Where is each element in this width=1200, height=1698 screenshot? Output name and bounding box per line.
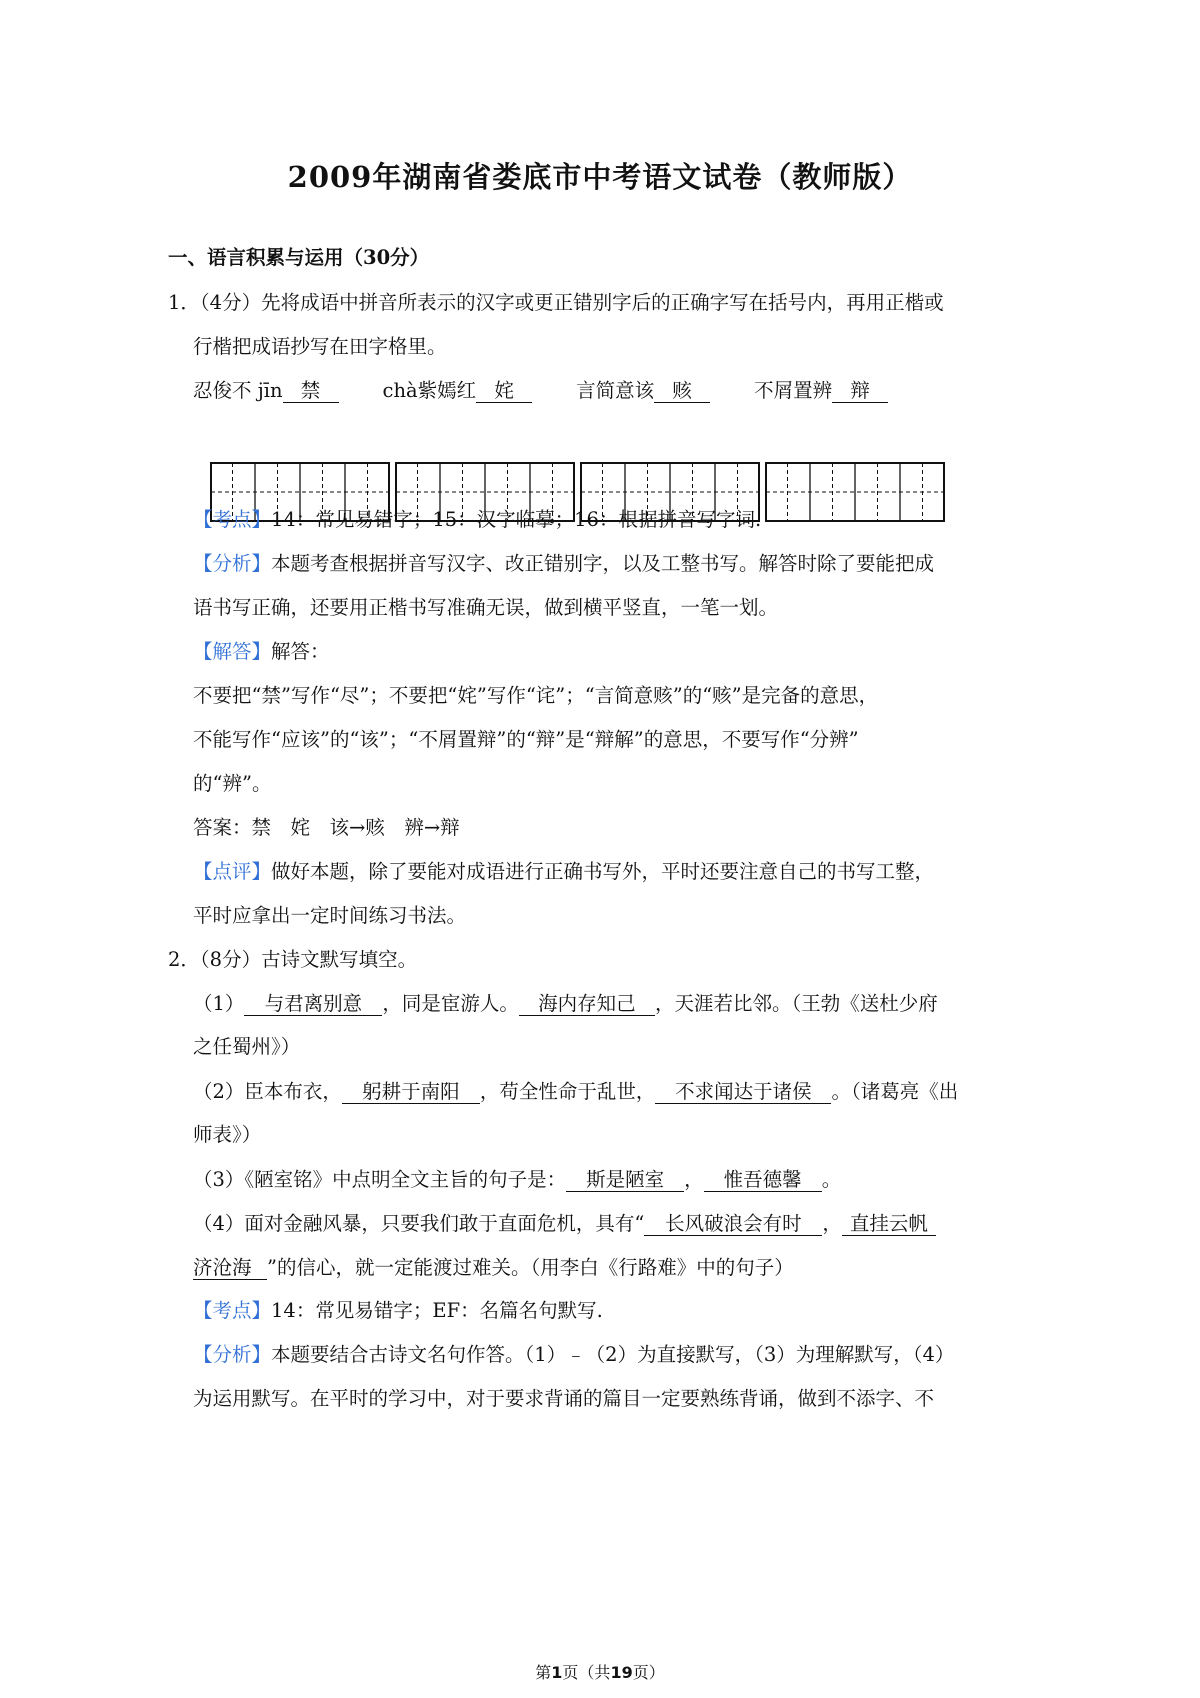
q1-line: 1．（4分）先将成语中拼音所表示的汉字或更正错别字后的正确字写在括号内，再用正楷或 <box>168 291 944 314</box>
idiom-row <box>193 380 888 403</box>
idiom-answer: 辩 <box>832 380 888 403</box>
poem-item-1 <box>193 993 938 1016</box>
kaodian-line <box>193 510 761 530</box>
idiom-answer: 姹 <box>476 380 532 403</box>
poem-cont: 师表》） <box>193 1123 262 1146</box>
fenxi-tag: 【分析】 <box>193 552 272 575</box>
poem-blank: 斯是陋室 <box>566 1169 684 1192</box>
detail-line: 不要把“禁”写作“尽”；不要把“姹”写作“诧”；“言简意赅”的“赅”是完备的意思， <box>193 684 879 707</box>
poem-text: 。（诸葛亮《出 <box>831 1080 959 1103</box>
poem-text: ，天涯若比邻。（王勃《送杜少府 <box>654 992 938 1015</box>
poem-item-2 <box>193 1081 958 1104</box>
detail-line: 不能写作“应该”的“该”；“不屑置辩”的“辩”是“辩解”的意思，不要写作“分辨” <box>193 728 859 751</box>
fenxi-text: 本题考查根据拼音写汉字、改正错别字，以及工整书写。解答时除了要能把成 <box>271 552 935 575</box>
idiom-answer: 赅 <box>654 380 710 403</box>
poem-blank: 直挂云帆 <box>842 1213 936 1236</box>
jieda-tag: 【解答】 <box>193 640 272 663</box>
answer-line: 答案：禁 姹 该→赅 辨→辩 <box>193 816 460 839</box>
idiom-prefix: chà紫嫣红 <box>382 379 477 402</box>
kaodian-line <box>193 1301 603 1321</box>
poem-text: （4）面对金融风暴，只要我们敢于直面危机，具有“ <box>193 1212 645 1235</box>
idiom-answer: 禁 <box>283 380 339 403</box>
jieda-line <box>193 642 330 662</box>
poem-cont <box>193 1257 794 1280</box>
q1-line: 行楷把成语抄写在田字格里。 <box>193 335 447 358</box>
poem-text: ， <box>822 1212 842 1235</box>
jieda-text: 解答： <box>271 640 330 663</box>
poem-text: ，同是宦游人。 <box>382 992 519 1015</box>
section-heading: 一、语言积累与运用（30分） <box>168 246 430 269</box>
fenxi-line <box>193 554 934 574</box>
fenxi-line: 为运用默写。在平时的学习中，对于要求背诵的篇目一定要熟练背诵，做到不添字、不 <box>193 1387 935 1410</box>
poem-blank: 不求闻达于诸侯 <box>655 1081 831 1104</box>
page-number: 1 <box>551 1663 563 1682</box>
dianping-text: 做好本题，除了要能对成语进行正确书写外，平时还要注意自己的书写工整， <box>271 860 935 883</box>
fenxi-line <box>193 1345 954 1365</box>
fenxi-line: 语书写正确，还要用正楷书写准确无误，做到横平竖直，一笔一划。 <box>193 596 779 619</box>
idiom-prefix: 不屑置辨 <box>754 379 833 402</box>
poem-text: 。 <box>821 1168 842 1191</box>
poem-text: ”的信心，就一定能渡过难关。（用李白《行路难》中的句子） <box>267 1256 794 1279</box>
poem-text: ， <box>684 1168 704 1191</box>
idiom-prefix: 言简意该 <box>576 379 655 402</box>
fenxi-tag: 【分析】 <box>193 1343 272 1366</box>
poem-text: ，苟全性命于乱世， <box>479 1080 656 1103</box>
total-pages: 19 <box>610 1663 633 1682</box>
poem-blank: 惟吾德馨 <box>704 1169 822 1192</box>
detail-line: 的“辨”。 <box>193 772 272 795</box>
poem-text: （2）臣本布衣， <box>193 1080 342 1103</box>
poem-item-4 <box>193 1213 936 1236</box>
poem-blank: 躬耕于南阳 <box>342 1081 480 1104</box>
poem-blank: 长风破浪会有时 <box>644 1213 822 1236</box>
tianzige-grid <box>765 462 945 522</box>
kaodian-text: 14：常见易错字；15：汉字临摹；16：根据拼音写字词. <box>271 508 762 531</box>
dianping-line <box>193 862 934 882</box>
page-footer: 第1页（共19页） <box>535 1663 665 1682</box>
poem-text: （1） <box>193 992 245 1015</box>
poem-item-3 <box>193 1169 841 1192</box>
poem-blank: 与君离别意 <box>244 993 382 1016</box>
fenxi-text: 本题要结合古诗文名句作答。（1）﹣（2）为直接默写，（3）为理解默写，（4） <box>271 1343 955 1366</box>
q2-line: 2．（8分）古诗文默写填空。 <box>168 948 418 971</box>
kaodian-tag: 【考点】 <box>193 508 272 531</box>
idiom-prefix: 忍俊不 jīn <box>193 379 283 402</box>
kaodian-tag: 【考点】 <box>193 1299 272 1322</box>
poem-cont: 之任蜀州》） <box>193 1035 301 1058</box>
kaodian-text: 14：常见易错字；EF：名篇名句默写. <box>271 1299 603 1322</box>
dianping-line: 平时应拿出一定时间练习书法。 <box>193 904 467 927</box>
page-title: 2009年湖南省娄底市中考语文试卷（教师版） <box>287 160 913 194</box>
poem-blank: 海内存知己 <box>519 993 655 1016</box>
dianping-tag: 【点评】 <box>193 860 272 883</box>
poem-blank: 济沧海 <box>193 1257 267 1280</box>
poem-text: （3）《陋室铭》中点明全文主旨的句子是： <box>193 1168 567 1191</box>
